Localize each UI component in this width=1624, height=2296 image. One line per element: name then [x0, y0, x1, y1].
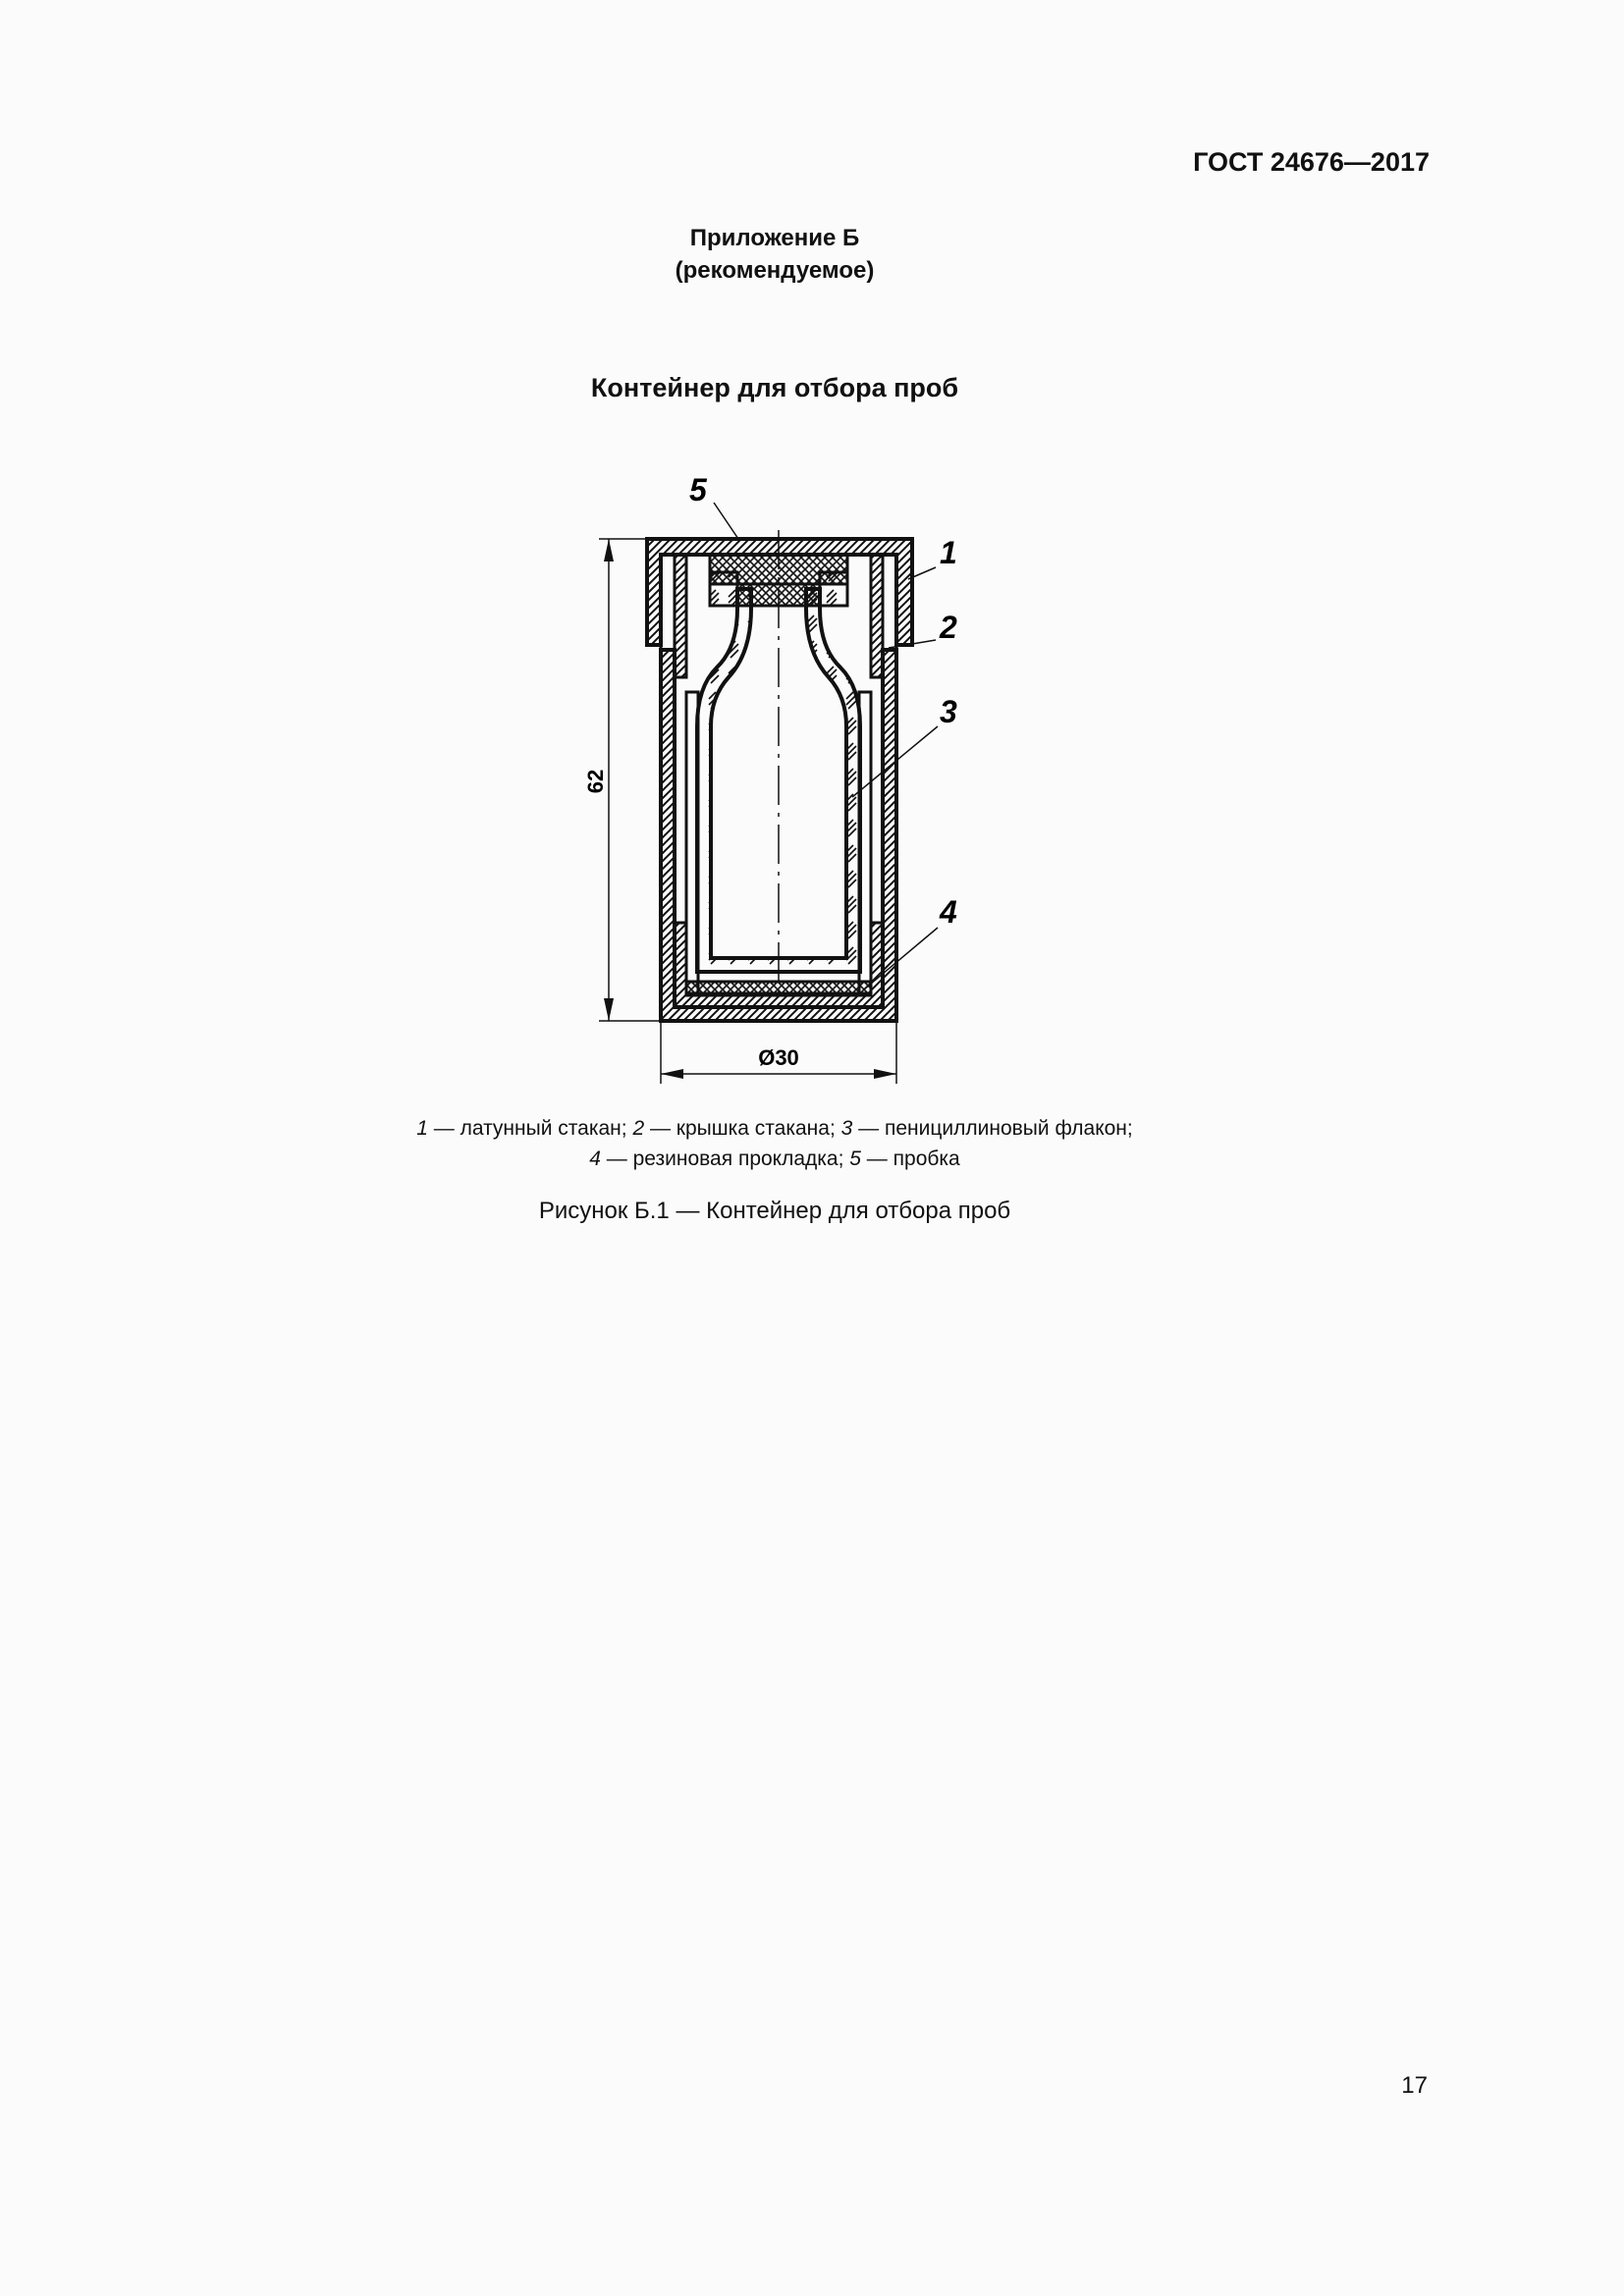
- callout-3: 3: [940, 694, 957, 729]
- page-number: 17: [1401, 2072, 1428, 2099]
- annex-status: (рекомендуемое): [675, 257, 875, 284]
- legend-text: — пенициллиновый флакон;: [852, 1117, 1133, 1140]
- container-drawing: [560, 461, 992, 1099]
- height-dimension-label: 62: [583, 769, 608, 794]
- callout-1: 1: [940, 535, 957, 570]
- legend-text: — латунный стакан;: [427, 1117, 633, 1140]
- figure-legend-line-1: [0, 1117, 1549, 1141]
- legend-number: 3: [840, 1117, 853, 1140]
- legend-text: — пробка: [860, 1148, 960, 1170]
- legend-text: — резиновая прокладка;: [600, 1148, 850, 1170]
- legend-number: 4: [589, 1148, 601, 1170]
- legend-text: — крышка стакана;: [644, 1117, 841, 1140]
- figure-caption: Рисунок Б.1 — Контейнер для отбора проб: [538, 1198, 1011, 1224]
- legend-number: 5: [849, 1148, 861, 1170]
- standard-number: ГОСТ 24676—2017: [1193, 147, 1430, 177]
- callout-2: 2: [940, 610, 957, 645]
- callout-5: 5: [689, 472, 707, 507]
- legend-number: 2: [632, 1117, 645, 1140]
- callout-4: 4: [940, 894, 957, 930]
- legend-number: 1: [416, 1117, 428, 1140]
- section-heading: Контейнер для отбора проб: [590, 373, 959, 402]
- diameter-dimension-label: Ø30: [758, 1045, 799, 1070]
- figure-legend-line-2: [0, 1148, 1549, 1171]
- annex-title: Приложение Б: [689, 225, 860, 251]
- diameter-dimension: [661, 1021, 896, 1084]
